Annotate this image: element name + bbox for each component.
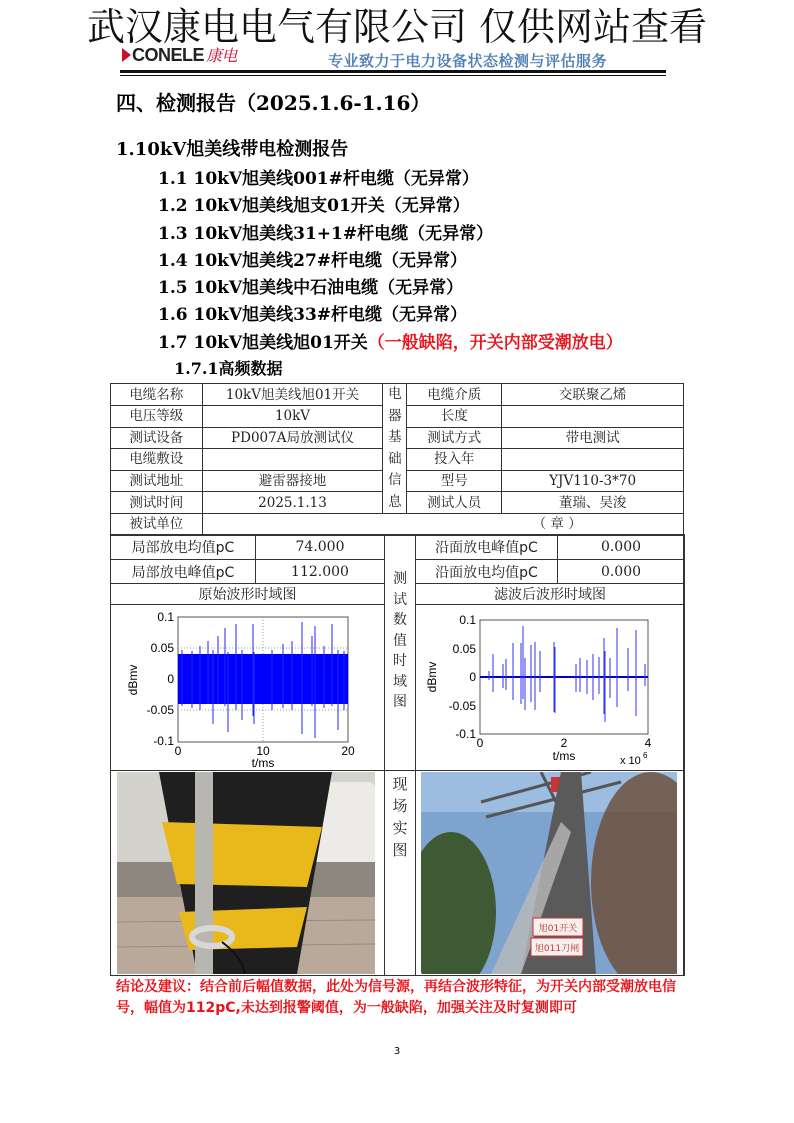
svg-text:-0.1: -0.1 (455, 727, 476, 741)
svg-text:-0.1: -0.1 (153, 734, 174, 748)
cell-value: 董瑞、吴浚 (502, 492, 684, 514)
pd-avg-label: 局部放电均值pC (110, 534, 256, 560)
group-label-char: 器 (383, 406, 407, 428)
cell-label: 测试人员 (407, 492, 502, 514)
cell-value: 交联聚乙烯 (502, 384, 684, 406)
unit-seal-value: （ 章 ） (202, 514, 683, 536)
svg-text:t/ms: t/ms (552, 749, 576, 763)
cell-label: 电缆介质 (407, 384, 502, 406)
conclusion-text: 结论及建议：结合前后幅值数据，此处为信号源，再结合波形特征，为开关内部受潮放电信号，幅值为112pC,未达到报警阈值，为一般缺陷，加强关注及时复测即可 (116, 979, 676, 1016)
cell-label: 被试单位 (111, 514, 203, 536)
toc-list (158, 166, 623, 357)
surface-peak-label: 沿面放电峰值pC (415, 534, 558, 560)
group-label-char: 基 (383, 427, 407, 449)
cell-value: 10kV (202, 406, 383, 428)
svg-text:x 10: x 10 (620, 755, 641, 767)
toc-item: 1.5 10kV旭美线中石油电缆（无异常） (158, 278, 464, 299)
toc-item-alert: 1.7 10kV旭美线旭01开关（一般缺陷，开关内部受潮放电） (158, 332, 623, 353)
sub-subsection-title: 1.7.1高频数据 (174, 359, 283, 378)
toc-item: 1.2 10kV旭美线旭支01开关（无异常） (158, 196, 470, 217)
svg-text:0: 0 (469, 670, 476, 684)
logo-triangle-icon (122, 48, 131, 62)
site-photo-left (117, 772, 375, 974)
toc-item: 1.4 10kV旭美线27#杆电缆（无异常） (158, 250, 468, 271)
raw-waveform-chart (112, 606, 380, 770)
equipment-info-table (110, 383, 684, 536)
header-divider-thick (120, 70, 666, 73)
cell-label: 长度 (407, 406, 502, 428)
filtered-waveform-chart (416, 606, 682, 770)
svg-text:0.1: 0.1 (157, 610, 174, 624)
group-label-char: 息 (383, 492, 407, 514)
cell-value (202, 449, 383, 471)
cell-value: PD007A局放测试仪 (202, 427, 383, 449)
surface-avg-label: 沿面放电均值pC (415, 559, 558, 584)
cell-value: 10kV旭美线旭01开关 (202, 384, 383, 406)
defect-status: （一般缺陷，开关内部受潮放电） (367, 332, 623, 353)
watermark-text: 武汉康电电气有限公司 仅供网站查看 (86, 5, 708, 49)
svg-text:2: 2 (560, 736, 568, 750)
svg-text:0.05: 0.05 (452, 642, 476, 656)
svg-text:10: 10 (256, 744, 270, 758)
toc-item: 1.1 10kV旭美线001#杆电缆（无异常） (158, 169, 479, 189)
cell-label: 电缆名称 (111, 384, 203, 406)
site-photo-right (421, 772, 677, 974)
cell-value (502, 406, 684, 428)
svg-text:-0.05: -0.05 (448, 699, 476, 713)
company-slogan: 专业致力于电力设备状态检测与评估服务 (328, 52, 608, 70)
svg-text:20: 20 (341, 744, 355, 758)
sign-label-1: 旭01开关 (538, 924, 578, 934)
svg-text:0: 0 (174, 744, 182, 758)
site-photo-label: 现 场 实 图 (384, 770, 416, 976)
svg-text:dBmv: dBmv (425, 661, 439, 693)
page-number: 3 (393, 1046, 401, 1057)
cell-value: 带电测试 (502, 427, 684, 449)
cell-value: YJV110-3*70 (502, 470, 684, 492)
cell-label: 投入年 (407, 449, 502, 471)
pd-avg-value: 74.000 (255, 534, 385, 560)
cell-label: 测试方式 (407, 427, 502, 449)
surface-avg-value: 0.000 (557, 559, 685, 584)
header-divider-thin (120, 75, 666, 76)
cell-value: 2025.1.13 (202, 492, 383, 514)
toc-item: 1.3 10kV旭美线31+1#杆电缆（无异常） (158, 223, 494, 244)
surface-peak-value: 0.000 (557, 534, 685, 560)
svg-text:0: 0 (167, 672, 174, 686)
svg-text:-0.05: -0.05 (146, 703, 174, 717)
subsection-title: 1.10kV旭美线带电检测报告 (116, 139, 349, 160)
svg-text:6: 6 (643, 751, 648, 760)
pd-peak-label: 局部放电峰值pC (110, 559, 256, 584)
svg-text:0.05: 0.05 (150, 641, 174, 655)
filtered-wave-title: 滤波后波形时域图 (415, 583, 685, 605)
svg-text:4: 4 (644, 736, 652, 750)
toc-item: 1.6 10kV旭美线33#杆电缆（无异常） (158, 305, 468, 326)
logo-text: CONELE (132, 45, 205, 65)
cell-label: 测试设备 (111, 427, 203, 449)
svg-text:0.1: 0.1 (459, 613, 476, 627)
raw-wave-title: 原始波形时域图 (110, 583, 385, 605)
cell-label: 电缆敷设 (111, 449, 203, 471)
sign-label-2: 旭011刀闸 (534, 944, 580, 954)
cell-label: 测试时间 (111, 492, 203, 514)
section-title: 四、检测报告（2025.1.6-1.16） (116, 91, 431, 115)
test-waveform-label: 测 试 数 值 时 域 图 (384, 534, 416, 771)
company-logo (122, 46, 237, 66)
group-label-char: 电 (383, 384, 407, 406)
pd-peak-value: 112.000 (255, 559, 385, 584)
cell-value (502, 449, 684, 471)
svg-text:t/ms: t/ms (251, 756, 275, 770)
group-label-char: 信 (383, 470, 407, 492)
cell-label: 电压等级 (111, 406, 203, 428)
group-label-char: 础 (383, 449, 407, 471)
logo-cn-text: 康电 (206, 48, 238, 65)
cell-label: 测试地址 (111, 470, 203, 492)
svg-text:0: 0 (476, 736, 484, 750)
cell-value: 避雷器接地 (202, 470, 383, 492)
svg-text:dBmv: dBmv (126, 664, 140, 696)
cell-label: 型号 (407, 470, 502, 492)
